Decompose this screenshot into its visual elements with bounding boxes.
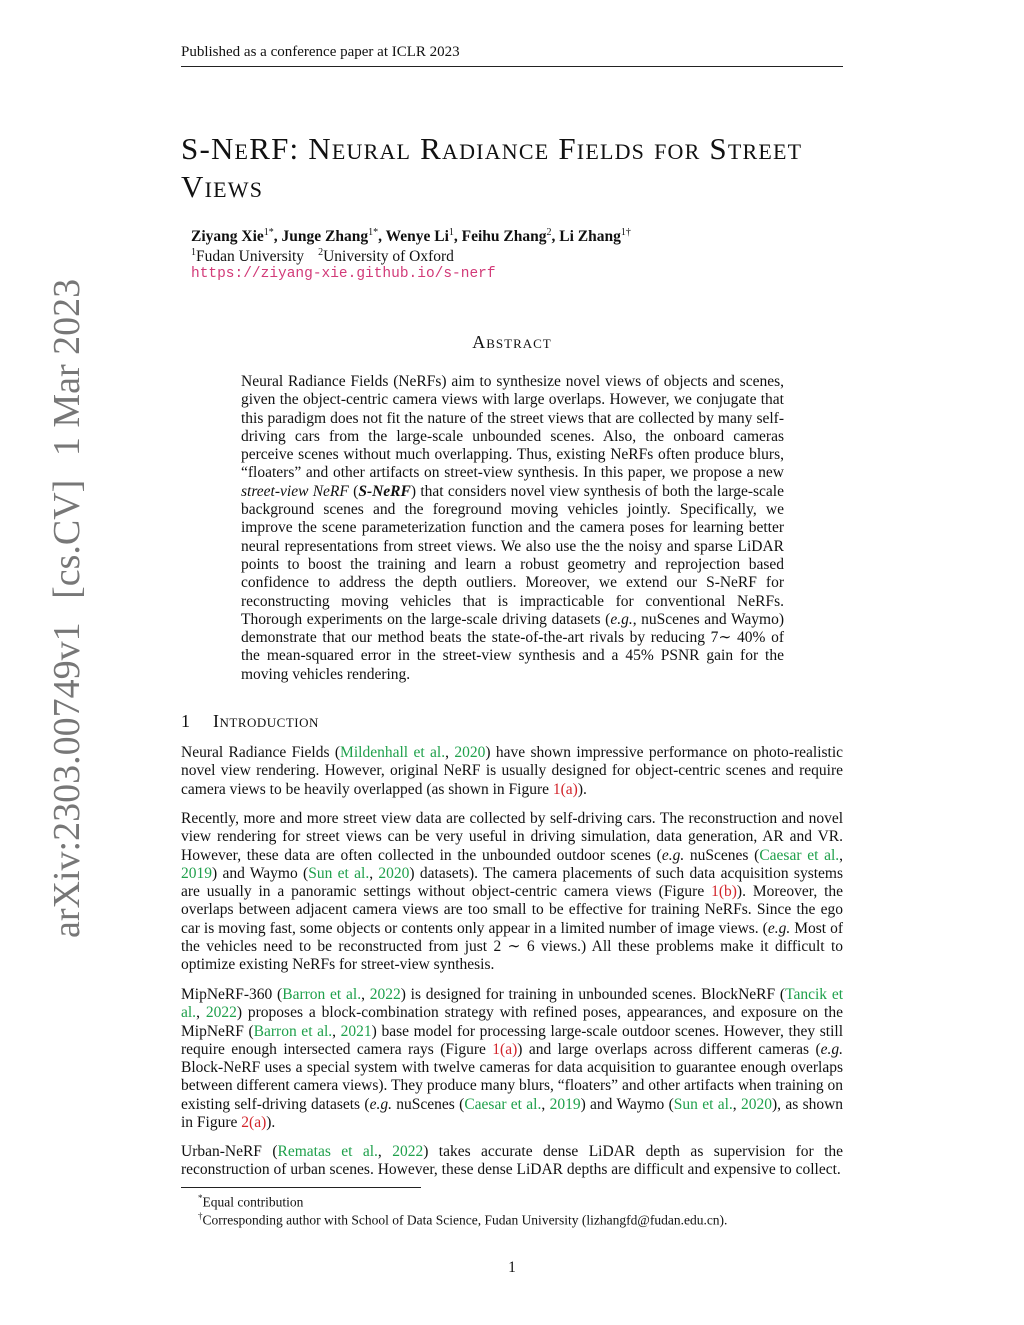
author-name: Li Zhang [559,228,621,246]
arxiv-category: [cs.CV] [46,479,88,599]
section-heading [181,711,319,732]
intro-paragraph-4: Urban-NeRF (Rematas et al., 2022) takes accurate dense LiDAR depth as supervision for the reconstruction of urban scenes. However, these dense LiDAR depths are difficult and expensive to collect. [181,1143,844,1179]
author-name: Feihu Zhang [461,228,547,246]
author-list: Ziyang Xie$^{1*}$, Junge Zhang$^{1*}$, Wenye Li$^1$, Feihu Zhang$^2$, Li Zhang$^{1\dagger}$ [191,227,631,246]
header-rule [181,66,843,67]
affiliation-mark: 1 [191,247,196,258]
section-number: 1 [181,711,191,731]
footnote-2: †Corresponding author with School of Data Science, Fudan University (lizhangfd@fudan.edu.cn). [198,1211,728,1228]
intro-paragraph-2: Recently, more and more street view data are collected by self-driving cars. The reconstruction and novel view rendering for street views can be very useful in driving simulation, data generation, AR and VR. However, these data are often collected in the unbounded outdoor scenes (e.g. nuScenes (Caesar et al., 2019) and Waymo (Sun et al., 2020) datasets). The camera placements of such data acquisition systems are usually in a panoramic settings without object-centric camera views (Figure 1(b)). Moreover, the overlaps between adjacent camera views are too small to be effective for training NeRFs. Since the ego car is moving fast, some objects or contents only appear in a limited number of image views. (e.g. Most of the vehicles need to be reconstructed from just 2 ∼ 6 views.) All these problems make it difficult to optimize existing NeRFs for street-view synthesis. [181,810,844,974]
abstract-method-name: S-NeRF [358,482,411,500]
citation-link[interactable]: 2019 [549,1095,581,1113]
citation-link[interactable]: Mildenhall et al. [340,744,446,761]
footnote-1: *Equal contribution [198,1193,304,1210]
section-title: Introduction [213,711,319,731]
arxiv-stamp [42,278,92,945]
citation-link[interactable]: 2020 [740,1095,772,1113]
author-mark: 2 [546,227,552,238]
footnote-rule [181,1187,421,1188]
author-name: Ziyang Xie [191,228,264,246]
citation-link[interactable]: Sun et al. [308,864,370,882]
intro-paragraph-1: Neural Radiance Fields (Mildenhall et al., 2020) have shown impressive performance on photo-realistic novel view rendering. However, original NeRF is usually designed for object-centric scenes and require camera views to be heavily overlapped (as shown in Figure 1(a)). [181,744,844,798]
citation-link[interactable]: Rematas et al. [277,1143,378,1160]
figure-ref-link[interactable]: 1(a) [492,1040,518,1058]
citation-link[interactable]: Barron et al. [253,1022,333,1040]
affiliation-mark: 2 [318,247,324,258]
author-name: Junge Zhang [281,228,369,246]
citation-link[interactable]: 2022 [369,986,401,1003]
citation-link[interactable]: 2020 [378,864,410,882]
paper-title: S-NeRF: Neural Radiance Fields for Street Views [181,131,803,204]
figure-ref-link[interactable]: 1(b) [711,883,737,901]
affiliation-name: University of Oxford [323,248,454,266]
arxiv-date: 1 Mar 2023 [46,278,88,457]
author-mark: 1† [620,227,631,238]
author-mark: 1* [368,227,379,238]
abstract-term: street-view NeRF [241,482,349,500]
abstract-heading: Abstract [472,332,552,352]
author-name: Wenye Li [385,228,449,246]
project-url-link[interactable]: https://ziyang-xie.github.io/s-nerf [191,266,496,282]
affiliation-name: Fudan University [196,248,305,266]
running-header: Published as a conference paper at ICLR 2023 [181,44,460,60]
citation-link[interactable]: Tancik et al. [181,986,844,1022]
citation-link[interactable]: 2020 [454,744,486,761]
affiliations [191,247,454,266]
intro-paragraph-3: MipNeRF-360 (Barron et al., 2022) is designed for training in unbounded scenes. BlockNeRF (Tancik et al., 2022) proposes a block-combination strategy with refined poses, appearances, and exposure on the MipNeRF (Barron et al., 2021) base model for processing large-scale outdoor scenes. However, they still require enough intersected camera rays (Figure 1(a)) and large overlaps across different cameras (e.g. Block-NeRF uses a special system with twelve cameras for data acquisition to guarantee enough overlaps between different camera views). They produce many blurs, “floaters” and other artifacts when training on existing self-driving datasets (e.g. nuScenes (Caesar et al., 2019) and Waymo (Sun et al., 2020), as shown in Figure 2(a)). [181,986,844,1132]
figure-ref-link[interactable]: 1(a) [552,780,578,798]
citation-link[interactable]: Barron et al. [282,986,362,1003]
citation-link[interactable]: Caesar et al. [464,1095,542,1113]
abstract-text: Neural Radiance Fields (NeRFs) aim to synthesize novel views of objects and scenes, given the object-centric camera views with large overlaps. However, we conjugate that this paradigm does not fit the nature of the street views that are collected by many self-driving cars from the large-scale unbounded scenes. Also, the onboard cameras perceive scenes without much overlapping. Thus, existing NeRFs often produce blurs, “floaters” and other artifacts on street-view synthesis. In this paper, we propose a new street-view NeRF (S-NeRF) that considers novel view synthesis of both the large-scale background scenes and the foreground moving vehicles jointly. Specifically, we improve the scene parameterization function and the camera poses for learning better neural representations from street views. We also use the the noisy and sparse LiDAR points to boost the training and learn a robust geometry and reprojection based confidence to address the depth outliers. Moreover, we extend our S-NeRF for reconstructing moving vehicles that is impracticable for conventional NeRFs. Thorough experiments on the large-scale driving datasets (e.g., nuScenes and Waymo) demonstrate that our method beats the state-of-the-art rivals by reducing 7∼ 40% of the mean-squared error in the street-view synthesis and a 45% PSNR gain for the moving vehicles rendering. [241,373,784,683]
citation-link[interactable]: Caesar et al. [759,846,840,864]
citation-link[interactable]: 2021 [340,1022,372,1040]
figure-ref-link[interactable]: 2(a) [241,1114,267,1132]
citation-link[interactable]: Sun et al. [673,1095,733,1113]
author-mark: 1* [263,227,274,238]
page-number: 1 [508,1259,516,1276]
citation-link[interactable]: 2022 [392,1143,424,1160]
author-mark: 1 [448,227,454,238]
arxiv-id: arXiv:2303.00749v1 [46,622,88,938]
citation-link[interactable]: 2019 [181,864,212,882]
citation-link[interactable]: 2022 [205,1004,237,1022]
